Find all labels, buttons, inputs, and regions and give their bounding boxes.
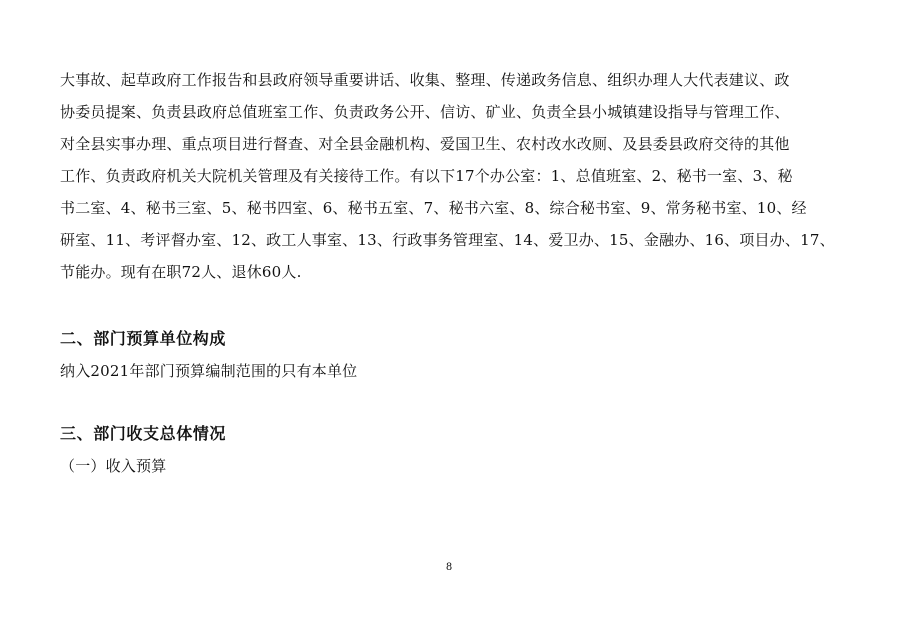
- paragraph-line-1: 大事故、起草政府工作报告和县政府领导重要讲话、收集、整理、传递政务信息、组织办理人大代表建议、政: [60, 71, 790, 89]
- section-text-budget-units: 纳入2021年部门预算编制范围的只有本单位: [60, 362, 358, 380]
- subsection-heading-revenue-budget: （一）收入预算: [60, 457, 167, 475]
- paragraph-line-4: 工作、负责政府机关大院机关管理及有关接待工作。有以下17个办公室：1、总值班室、2、秘书一室、3、秘: [60, 167, 793, 185]
- paragraph-line-3: 对全县实事办理、重点项目进行督查、对全县金融机构、爱国卫生、农村改水改厕、及县委县政府交待的其他: [60, 135, 790, 153]
- section-heading-budget-units: 二、部门预算单位构成: [60, 329, 227, 348]
- section-heading-overall-revenue-expenditure: 三、部门收支总体情况: [60, 424, 227, 443]
- page-number: 8: [445, 562, 453, 573]
- paragraph-line-6: 研室、11、考评督办室、12、政工人事室、13、行政事务管理室、14、爱卫办、15、金融办、16、项目办、17、: [60, 231, 835, 249]
- paragraph-line-2: 协委员提案、负责县政府总值班室工作、负责政务公开、信访、矿业、负责全县小城镇建设指导与管理工作、: [60, 103, 790, 121]
- paragraph-line-7: 节能办。现有在职72人、退休60人.: [60, 263, 302, 281]
- paragraph-line-5: 书二室、4、秘书三室、5、秘书四室、6、秘书五室、7、秘书六室、8、综合秘书室、9、常务秘书室、10、经: [60, 199, 807, 217]
